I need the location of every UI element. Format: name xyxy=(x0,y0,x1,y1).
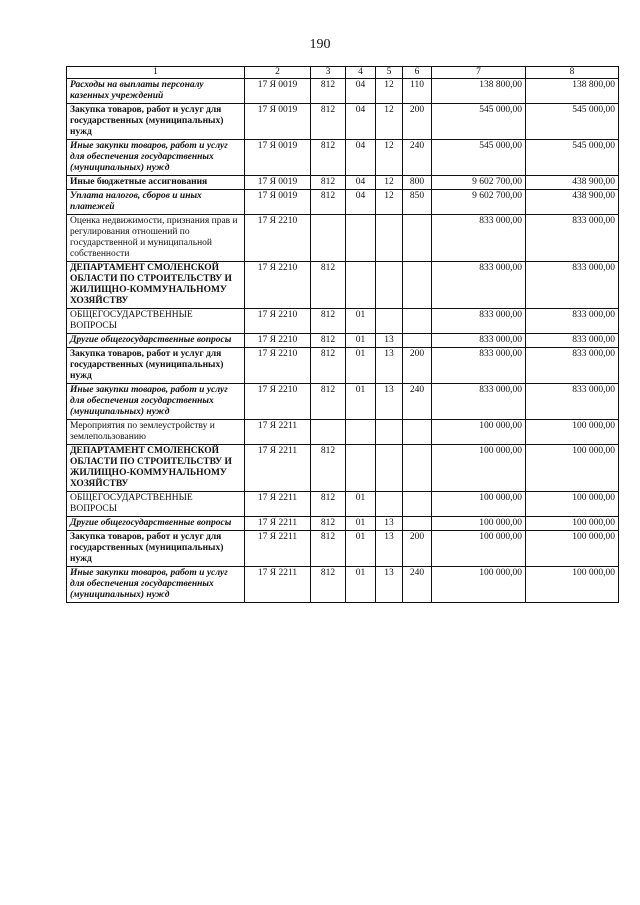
subsection-code-cell xyxy=(376,445,403,492)
page-number: 190 xyxy=(309,37,331,52)
amount-col8-cell: 438 900,00 xyxy=(526,190,619,215)
section-code-cell xyxy=(346,262,376,309)
subsection-code-cell xyxy=(376,309,403,334)
subsection-code-cell: 12 xyxy=(376,140,403,176)
expense-type-cell: 240 xyxy=(403,567,432,603)
row-name-cell: ДЕПАРТАМЕНТ СМОЛЕНСКОЙ ОБЛАСТИ ПО СТРОИТЕЛЬСТВУ И ЖИЛИЩНО-КОММУНАЛЬНОМУ ХОЗЯЙСТВУ xyxy=(67,262,245,309)
amount-col7-cell: 138 800,00 xyxy=(432,79,526,104)
expense-type-cell xyxy=(403,262,432,309)
amount-col8-cell: 833 000,00 xyxy=(526,334,619,348)
ministry-code-cell: 812 xyxy=(311,262,346,309)
amount-col8-cell: 100 000,00 xyxy=(526,567,619,603)
expense-type-cell xyxy=(403,420,432,445)
amount-col8-cell: 100 000,00 xyxy=(526,531,619,567)
subsection-code-cell: 13 xyxy=(376,567,403,603)
table-row xyxy=(67,567,619,603)
table-row xyxy=(67,262,619,309)
amount-col7-cell: 100 000,00 xyxy=(432,567,526,603)
amount-col8-cell: 545 000,00 xyxy=(526,104,619,140)
ministry-code-cell: 812 xyxy=(311,517,346,531)
ministry-code-cell: 812 xyxy=(311,309,346,334)
section-code-cell xyxy=(346,420,376,445)
table-row xyxy=(67,176,619,190)
target-code-cell: 17 Я 0019 xyxy=(245,190,311,215)
target-code-cell: 17 Я 0019 xyxy=(245,140,311,176)
table-row xyxy=(67,517,619,531)
subsection-code-cell xyxy=(376,492,403,517)
expense-type-cell: 110 xyxy=(403,79,432,104)
ministry-code-cell: 812 xyxy=(311,334,346,348)
ministry-code-cell: 812 xyxy=(311,104,346,140)
amount-col7-cell: 545 000,00 xyxy=(432,104,526,140)
target-code-cell: 17 Я 2210 xyxy=(245,309,311,334)
column-header: 3 xyxy=(311,67,346,79)
section-code-cell: 01 xyxy=(346,517,376,531)
subsection-code-cell xyxy=(376,420,403,445)
section-code-cell xyxy=(346,445,376,492)
amount-col7-cell: 100 000,00 xyxy=(432,420,526,445)
expense-type-cell: 800 xyxy=(403,176,432,190)
section-code-cell: 04 xyxy=(346,79,376,104)
subsection-code-cell xyxy=(376,262,403,309)
row-name-cell: Мероприятия по землеустройству и землепользованию xyxy=(67,420,245,445)
section-code-cell: 04 xyxy=(346,140,376,176)
amount-col8-cell: 545 000,00 xyxy=(526,140,619,176)
ministry-code-cell: 812 xyxy=(311,79,346,104)
amount-col7-cell: 833 000,00 xyxy=(432,215,526,262)
expense-type-cell: 200 xyxy=(403,531,432,567)
ministry-code-cell: 812 xyxy=(311,567,346,603)
budget-table xyxy=(66,66,619,603)
table-row xyxy=(67,215,619,262)
expense-type-cell: 200 xyxy=(403,348,432,384)
column-header: 8 xyxy=(526,67,619,79)
expense-type-cell: 850 xyxy=(403,190,432,215)
table-row xyxy=(67,492,619,517)
subsection-code-cell: 13 xyxy=(376,517,403,531)
amount-col8-cell: 438 900,00 xyxy=(526,176,619,190)
amount-col7-cell: 9 602 700,00 xyxy=(432,176,526,190)
section-code-cell: 04 xyxy=(346,176,376,190)
expense-type-cell xyxy=(403,309,432,334)
table-row xyxy=(67,104,619,140)
row-name-cell: ОБЩЕГОСУДАРСТВЕННЫЕ ВОПРОСЫ xyxy=(67,492,245,517)
amount-col7-cell: 833 000,00 xyxy=(432,348,526,384)
section-code-cell: 01 xyxy=(346,348,376,384)
row-name-cell: Другие общегосударственные вопросы xyxy=(67,517,245,531)
table-row xyxy=(67,531,619,567)
row-name-cell: Расходы на выплаты персоналу казенных учреждений xyxy=(67,79,245,104)
section-code-cell: 04 xyxy=(346,104,376,140)
row-name-cell: ОБЩЕГОСУДАРСТВЕННЫЕ ВОПРОСЫ xyxy=(67,309,245,334)
column-header: 7 xyxy=(432,67,526,79)
column-header: 5 xyxy=(376,67,403,79)
section-code-cell xyxy=(346,215,376,262)
amount-col7-cell: 9 602 700,00 xyxy=(432,190,526,215)
section-code-cell: 01 xyxy=(346,309,376,334)
amount-col7-cell: 100 000,00 xyxy=(432,531,526,567)
section-code-cell: 04 xyxy=(346,190,376,215)
table-row xyxy=(67,79,619,104)
section-code-cell: 01 xyxy=(346,334,376,348)
table-row xyxy=(67,348,619,384)
amount-col8-cell: 833 000,00 xyxy=(526,348,619,384)
ministry-code-cell: 812 xyxy=(311,176,346,190)
table-row xyxy=(67,334,619,348)
expense-type-cell xyxy=(403,334,432,348)
ministry-code-cell: 812 xyxy=(311,384,346,420)
target-code-cell: 17 Я 2210 xyxy=(245,384,311,420)
amount-col7-cell: 833 000,00 xyxy=(432,262,526,309)
amount-col8-cell: 833 000,00 xyxy=(526,384,619,420)
ministry-code-cell xyxy=(311,215,346,262)
target-code-cell: 17 Я 2211 xyxy=(245,531,311,567)
table-row xyxy=(67,140,619,176)
target-code-cell: 17 Я 2210 xyxy=(245,348,311,384)
amount-col7-cell: 100 000,00 xyxy=(432,492,526,517)
ministry-code-cell xyxy=(311,420,346,445)
column-header: 1 xyxy=(67,67,245,79)
subsection-code-cell: 12 xyxy=(376,190,403,215)
target-code-cell: 17 Я 2211 xyxy=(245,420,311,445)
row-name-cell: Иные закупки товаров, работ и услуг для обеспечения государственных (муниципальных) нужд xyxy=(67,140,245,176)
table-row xyxy=(67,309,619,334)
amount-col8-cell: 833 000,00 xyxy=(526,309,619,334)
row-name-cell: Закупка товаров, работ и услуг для государственных (муниципальных) нужд xyxy=(67,348,245,384)
expense-type-cell: 240 xyxy=(403,140,432,176)
row-name-cell: Иные бюджетные ассигнования xyxy=(67,176,245,190)
ministry-code-cell: 812 xyxy=(311,190,346,215)
row-name-cell: Другие общегосударственные вопросы xyxy=(67,334,245,348)
subsection-code-cell xyxy=(376,215,403,262)
ministry-code-cell: 812 xyxy=(311,531,346,567)
ministry-code-cell: 812 xyxy=(311,348,346,384)
amount-col8-cell: 138 800,00 xyxy=(526,79,619,104)
amount-col7-cell: 100 000,00 xyxy=(432,517,526,531)
expense-type-cell: 200 xyxy=(403,104,432,140)
subsection-code-cell: 12 xyxy=(376,104,403,140)
column-header: 4 xyxy=(346,67,376,79)
amount-col8-cell: 100 000,00 xyxy=(526,420,619,445)
row-name-cell: Закупка товаров, работ и услуг для государственных (муниципальных) нужд xyxy=(67,104,245,140)
row-name-cell: Иные закупки товаров, работ и услуг для обеспечения государственных (муниципальных) нужд xyxy=(67,384,245,420)
amount-col7-cell: 833 000,00 xyxy=(432,309,526,334)
amount-col8-cell: 833 000,00 xyxy=(526,215,619,262)
amount-col8-cell: 100 000,00 xyxy=(526,492,619,517)
subsection-code-cell: 13 xyxy=(376,348,403,384)
subsection-code-cell: 12 xyxy=(376,176,403,190)
ministry-code-cell: 812 xyxy=(311,492,346,517)
row-name-cell: Уплата налогов, сборов и иных платежей xyxy=(67,190,245,215)
table-row xyxy=(67,190,619,215)
target-code-cell: 17 Я 2211 xyxy=(245,492,311,517)
row-name-cell: Иные закупки товаров, работ и услуг для обеспечения государственных (муниципальных) нужд xyxy=(67,567,245,603)
expense-type-cell xyxy=(403,517,432,531)
row-name-cell: Оценка недвижимости, признания прав и регулирования отношений по государственной и муниципальной собственности xyxy=(67,215,245,262)
expense-type-cell xyxy=(403,445,432,492)
table-row xyxy=(67,420,619,445)
column-header: 6 xyxy=(403,67,432,79)
amount-col7-cell: 833 000,00 xyxy=(432,334,526,348)
section-code-cell: 01 xyxy=(346,384,376,420)
amount-col7-cell: 833 000,00 xyxy=(432,384,526,420)
subsection-code-cell: 12 xyxy=(376,79,403,104)
table-row xyxy=(67,445,619,492)
row-name-cell: Закупка товаров, работ и услуг для государственных (муниципальных) нужд xyxy=(67,531,245,567)
target-code-cell: 17 Я 2210 xyxy=(245,334,311,348)
target-code-cell: 17 Я 2210 xyxy=(245,262,311,309)
subsection-code-cell: 13 xyxy=(376,384,403,420)
expense-type-cell: 240 xyxy=(403,384,432,420)
row-name-cell: ДЕПАРТАМЕНТ СМОЛЕНСКОЙ ОБЛАСТИ ПО СТРОИТЕЛЬСТВУ И ЖИЛИЩНО-КОММУНАЛЬНОМУ ХОЗЯЙСТВУ xyxy=(67,445,245,492)
section-code-cell: 01 xyxy=(346,567,376,603)
expense-type-cell xyxy=(403,215,432,262)
ministry-code-cell: 812 xyxy=(311,140,346,176)
section-code-cell: 01 xyxy=(346,531,376,567)
ministry-code-cell: 812 xyxy=(311,445,346,492)
amount-col8-cell: 833 000,00 xyxy=(526,262,619,309)
section-code-cell: 01 xyxy=(346,492,376,517)
expense-type-cell xyxy=(403,492,432,517)
subsection-code-cell: 13 xyxy=(376,531,403,567)
target-code-cell: 17 Я 0019 xyxy=(245,176,311,190)
amount-col7-cell: 100 000,00 xyxy=(432,445,526,492)
amount-col8-cell: 100 000,00 xyxy=(526,517,619,531)
amount-col8-cell: 100 000,00 xyxy=(526,445,619,492)
table-row xyxy=(67,384,619,420)
target-code-cell: 17 Я 2211 xyxy=(245,517,311,531)
amount-col7-cell: 545 000,00 xyxy=(432,140,526,176)
subsection-code-cell: 13 xyxy=(376,334,403,348)
target-code-cell: 17 Я 2211 xyxy=(245,567,311,603)
target-code-cell: 17 Я 0019 xyxy=(245,79,311,104)
target-code-cell: 17 Я 2211 xyxy=(245,445,311,492)
target-code-cell: 17 Я 0019 xyxy=(245,104,311,140)
column-header: 2 xyxy=(245,67,311,79)
target-code-cell: 17 Я 2210 xyxy=(245,215,311,262)
header-row xyxy=(67,67,619,79)
